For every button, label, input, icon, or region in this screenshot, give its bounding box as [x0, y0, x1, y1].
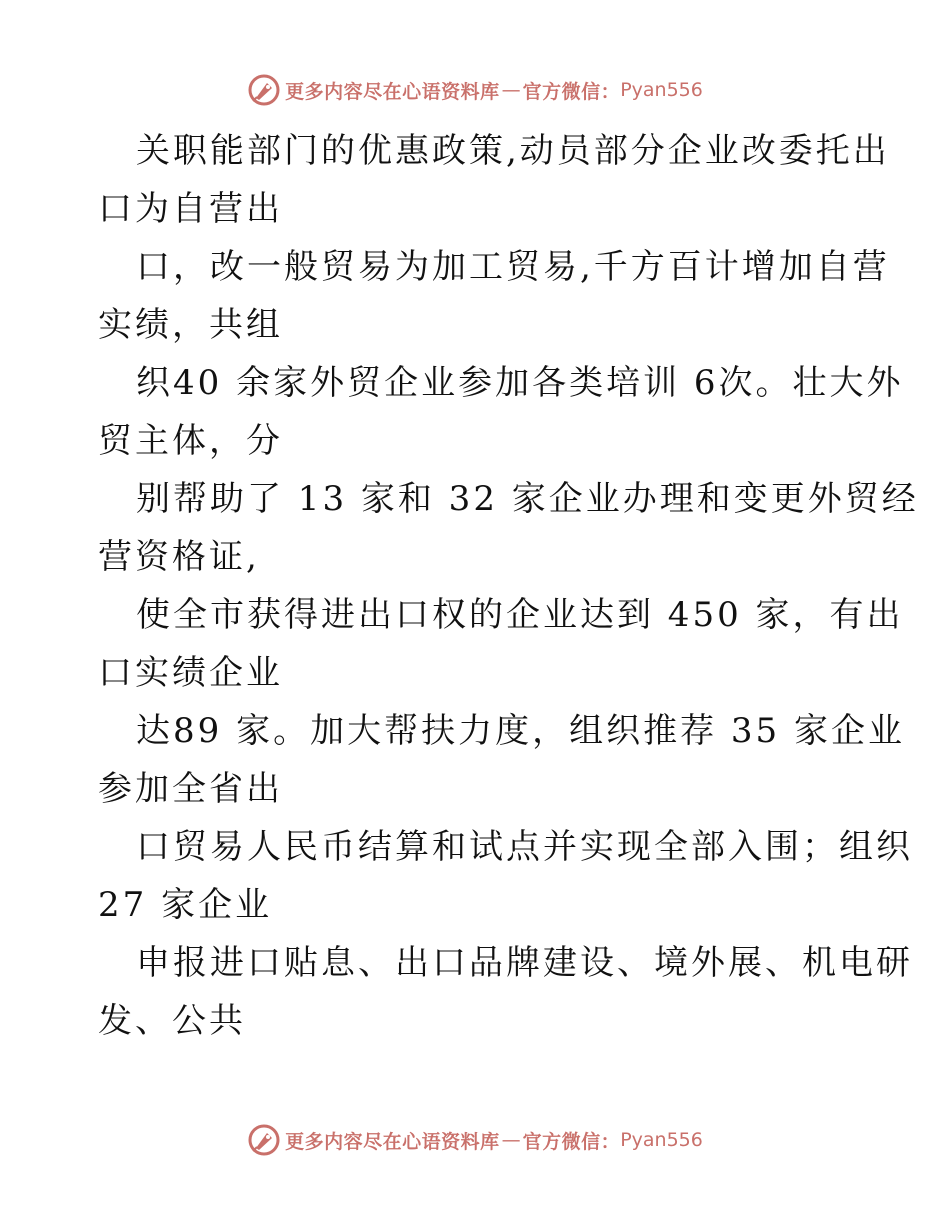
body-line: 贸主体，分 — [98, 421, 283, 461]
body-line: 织40 余家外贸企业参加各类培训 6次。壮大外 — [136, 363, 904, 403]
footer-dash: — — [501, 1129, 521, 1151]
body-line: 申报进口贴息、出口品牌建设、境外展、机电研 — [136, 943, 913, 983]
body-line: 别帮助了 13 家和 32 家企业办理和变更外贸经 — [136, 479, 919, 519]
body-line: 口实绩企业 — [98, 653, 283, 693]
header-banner — [0, 70, 950, 110]
pen-nib-logo-icon — [247, 73, 281, 107]
body-line: 营资格证, — [98, 537, 260, 577]
pen-nib-logo-icon — [247, 1123, 281, 1157]
body-line: 口，改一般贸易为加工贸易,千方百计增加自营 — [136, 247, 890, 287]
header-wechat-label: 官方微信： — [522, 80, 621, 103]
header-brand-text: 更多内容尽在心语资料库 — [285, 80, 500, 103]
body-line: 27 家企业 — [98, 885, 273, 925]
header-wechat-id: Pyan556 — [620, 79, 703, 101]
body-line: 使全市获得进出口权的企业达到 450 家，有出 — [136, 595, 904, 635]
body-line: 口为自营出 — [98, 189, 283, 229]
body-line: 达89 家。加大帮扶力度，组织推荐 35 家企业 — [136, 711, 905, 751]
document-body — [98, 122, 919, 1050]
body-line: 参加全省出 — [98, 769, 283, 809]
body-line: 口贸易人民币结算和试点并实现全部入围；组织 — [136, 827, 913, 867]
footer-banner — [0, 1120, 950, 1160]
footer-wechat-id: Pyan556 — [620, 1129, 703, 1151]
body-line: 发、公共 — [98, 1001, 246, 1041]
footer-brand-text: 更多内容尽在心语资料库 — [285, 1130, 500, 1153]
body-line: 实绩，共组 — [98, 305, 283, 345]
body-line: 关职能部门的优惠政策,动员部分企业改委托出 — [136, 131, 890, 171]
footer-wechat-label: 官方微信： — [522, 1130, 621, 1153]
header-dash: — — [501, 79, 521, 101]
